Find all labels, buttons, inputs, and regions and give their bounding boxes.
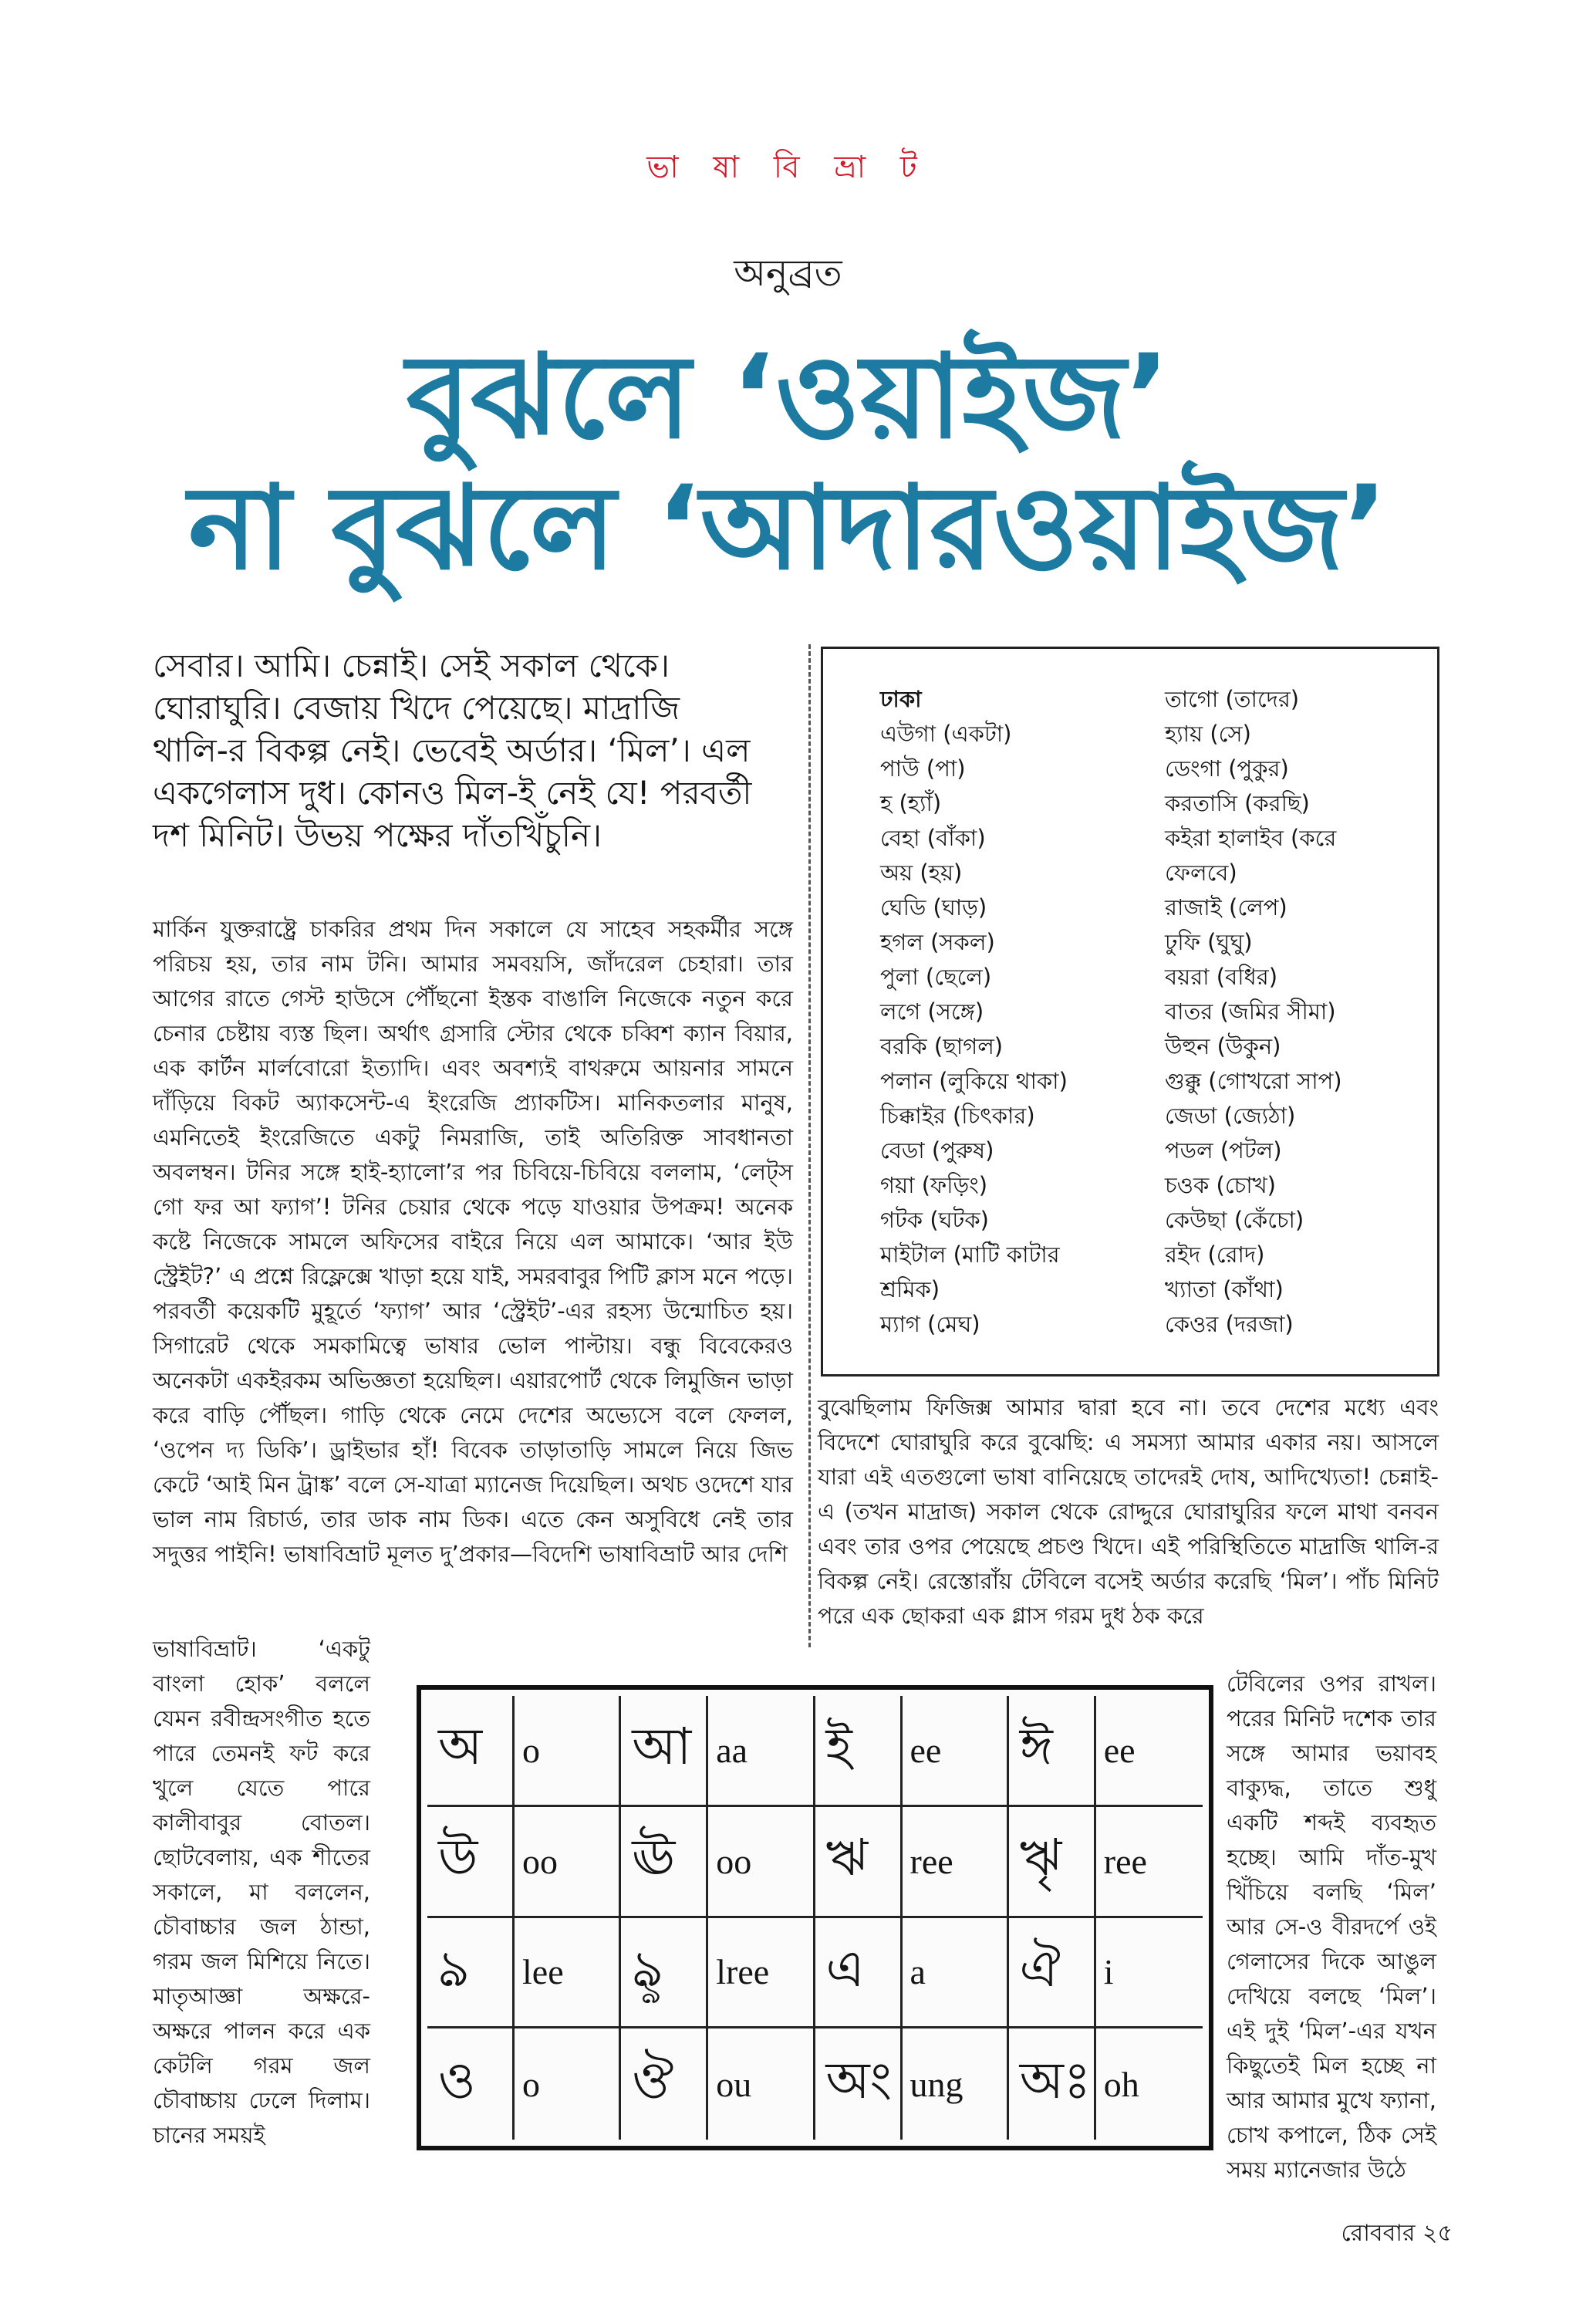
bengali-vowel-glyph: অঃ: [1020, 2028, 1096, 2140]
vowel-cell: [427, 2028, 621, 2140]
glossary-entry: ফেলবে): [1165, 860, 1237, 886]
bengali-vowel-glyph: ও: [438, 2028, 515, 2140]
glossary-entry: হ্যায় (সে): [1165, 721, 1251, 747]
glossary-entry: উহুন (উকুন): [1165, 1033, 1281, 1059]
section-tag: ভা ষা বি ভ্রা ট: [646, 150, 930, 185]
glossary-entry: ঢুফি (ঘুঘু): [1165, 929, 1253, 955]
bengali-vowel-glyph: ঋ: [826, 1807, 903, 1916]
glossary-entry: গটক (ঘটক): [880, 1207, 989, 1233]
glossary-entry: বেডা (পুরুষ): [880, 1137, 994, 1164]
glossary-entry: ম্যাগ (মেঘ): [880, 1311, 980, 1337]
page-footer: রোববার ২৫: [1341, 2220, 1453, 2247]
bengali-vowel-glyph: এ: [826, 1918, 903, 2027]
glossary-left-column: [880, 682, 1068, 1342]
bengali-vowel-chart: [417, 1685, 1213, 2150]
vowel-transliteration: a: [909, 1952, 926, 1992]
glossary-entry: কেওর (দরজা): [1165, 1311, 1294, 1337]
dhaka-glossary-box: [821, 647, 1439, 1376]
glossary-entry: চওক (চোখ): [1165, 1172, 1276, 1198]
glossary-entry: মাইটাল (মাটি কাটার: [880, 1241, 1060, 1268]
bengali-vowel-glyph: অ: [438, 1696, 515, 1805]
vowel-transliteration: ee: [1103, 1730, 1136, 1770]
vowel-cell: [815, 1807, 1009, 1918]
glossary-entry: গুক্কু (গোখরো সাপ): [1165, 1068, 1342, 1094]
vowel-cell: [1009, 1696, 1203, 1807]
glossary-entry: অয় (হয়): [880, 860, 963, 886]
vowel-cell: [621, 1696, 815, 1807]
intro-line: একগেলাস দুধ। কোনও মিল-ই নেই যে! পরবর্তী: [153, 774, 752, 812]
vowel-cell: [815, 1696, 1009, 1807]
headline-line-1: বুঝলে ‘ওয়াইজ’: [406, 330, 1170, 464]
headline-line-2: না বুঝলে ‘আদারওয়াইজ’: [188, 461, 1388, 596]
glossary-entry: পডল (পটল): [1165, 1137, 1282, 1164]
vowel-transliteration: ung: [909, 2064, 963, 2104]
glossary-entry: কেউছা (কেঁচো): [1165, 1207, 1304, 1233]
vowel-transliteration: o: [522, 2064, 540, 2104]
glossary-entry: গয়া (ফড়িং): [880, 1172, 988, 1198]
vowel-transliteration: oh: [1103, 2064, 1139, 2104]
vowel-chart-grid: [427, 1696, 1203, 2140]
glossary-entry: পলান (লুকিয়ে থাকা): [880, 1068, 1068, 1094]
vowel-transliteration: lree: [716, 1952, 770, 1992]
intro-paragraph: [153, 644, 793, 856]
column-divider: [808, 644, 811, 1647]
glossary-entry: ডেংগা (পুকুর): [1165, 755, 1289, 782]
glossary-entry: বেহা (বাঁকা): [880, 825, 986, 851]
bengali-vowel-glyph: ৡ: [632, 1918, 708, 2027]
intro-line: থালি-র বিকল্প নেই। ভেবেই অর্ডার। ‘মিল’। এল: [153, 731, 751, 769]
glossary-entry: খ্যাতা (কাঁথা): [1165, 1276, 1284, 1302]
body-right-narrow: টেবিলের ওপর রাখল। পরের মিনিট দশেক তার সঙ্গে আমার ভয়াবহ বাক্যুদ্ধ, তাতে শুধু একটি শব্দই ব্যবহৃত হচ্ছে। আমি দাঁত-মুখ খিঁচিয়ে বলছি ‘মিল’ আর সে-ও বীরদর্পে ওই গেলাসের দিকে আঙুল দেখিয়ে বলছে ‘মিল’। এই দুই ‘মিল’-এর যখন কিছুতেই মিল হচ্ছে না আর আমার মুখে ফ্যানা, চোখ কপালে, ঠিক সেই সময় ম্যানেজার উঠে: [1227, 1670, 1436, 2183]
bengali-vowel-glyph: ঊ: [632, 1807, 708, 1916]
vowel-cell: [815, 2028, 1009, 2140]
glossary-entry: জেডা (জ্যেঠা): [1165, 1103, 1296, 1129]
glossary-entry: লগে (সঙ্গে): [880, 998, 984, 1025]
glossary-entry: হগল (সকল): [880, 929, 995, 955]
vowel-cell: [815, 1918, 1009, 2029]
bengali-vowel-glyph: উ: [438, 1807, 515, 1916]
vowel-cell: [427, 1696, 621, 1807]
body-right-middle: বুঝেছিলাম ফিজিক্স আমার দ্বারা হবে না। তবে দেশের মধ্যে এবং বিদেশে ঘোরাঘুরি করে বুঝেছি: এ সমস্যা আমার একার নয়। আসলে যারা এই এতগুলো ভাষা বানিয়েছে তাদেরই দোষ, আদিখ্যেতা! চেন্নাই-এ (তখন মাদ্রাজ) সকাল থেকে রোদ্দুরে ঘোরাঘুরির ফলে মাথা বনবন এবং তার ওপর পেয়েছে প্রচণ্ড খিদে। এই পরিস্থিতিতে মাদ্রাজি থালি-র বিকল্প নেই। রেস্তোরাঁয় টেবিলে বসেই অর্ডার করেছি ‘মিল’। পাঁচ মিনিট পরে এক ছোকরা এক গ্লাস গরম দুধ ঠক করে: [818, 1394, 1439, 1629]
vowel-cell: [621, 1918, 815, 2029]
vowel-transliteration: ree: [1103, 1841, 1147, 1881]
vowel-transliteration: o: [522, 1730, 540, 1770]
glossary-entry: পাউ (পা): [880, 755, 966, 782]
glossary-entry: চিক্কাইর (চিৎকার): [880, 1103, 1035, 1129]
glossary-entry: ঘেডি (ঘাড়): [880, 894, 987, 920]
vowel-cell: [621, 1807, 815, 1918]
glossary-entry: বাতর (জমির সীমা): [1165, 998, 1336, 1025]
glossary-entry: বরকি (ছাগল): [880, 1033, 1004, 1059]
glossary-entry: রইদ (রোদ): [1165, 1241, 1265, 1268]
bengali-vowel-glyph: ই: [826, 1696, 903, 1805]
bengali-vowel-glyph: ঈ: [1020, 1696, 1096, 1805]
glossary-entry: কইরা হালাইব (করে: [1165, 825, 1337, 851]
vowel-cell: [1009, 1918, 1203, 2029]
intro-line: দশ মিনিট। উভয় পক্ষের দাঁতখিঁচুনি।: [153, 816, 602, 854]
vowel-transliteration: ee: [909, 1730, 942, 1770]
glossary-entry: তাগো (তাদের): [1165, 686, 1300, 712]
vowel-cell: [621, 2028, 815, 2140]
vowel-transliteration: lee: [522, 1952, 564, 1992]
body-left-column: মার্কিন যুক্তরাষ্ট্রে চাকরির প্রথম দিন সকালে যে সাহেব সহকর্মীর সঙ্গে পরিচয় হয়, তার নাম টনি। আমার সমবয়সি, জাঁদরেল চেহারা। তার আগের রাতে গেস্ট হাউসে পৌঁছনো ইস্তক বাঙালি নিজেকে নতুন করে চেনার চেষ্টায় ব্যস্ত ছিল। অর্থাৎ গ্রসারি স্টোর থেকে চব্বিশ ক্যান বিয়ার, এক কার্টন মার্লবোরো ইত্যাদি। এবং অবশ্যই বাথরুমে আয়নার সামনে দাঁড়িয়ে বিকট অ্যাকসেন্ট-এ ইংরেজি প্র্যাকটিস। মানিকতলার মানুষ, এমনিতেই ইংরেজিতে একটু নিমরাজি, তাই অতিরিক্ত সাবধানতা অবলম্বন। টনির সঙ্গে হাই-হ্যালো’র পর চিবিয়ে-চিবিয়ে বললাম, ‘লেট্স গো ফর আ ফ্যাগ’! টনির চেয়ার থেকে পড়ে যাওয়ার উপক্রম! অনেক কষ্টে নিজেকে সামলে অফিসের বাইরে নিয়ে এল আমাকে। ‘আর ইউ স্ট্রেইট?’ এ প্রশ্নে রিফ্লেক্সে খাড়া হয়ে যাই, সমরবাবুর পিটি ক্লাস মনে পড়ে। পরবর্তী কয়েকটি মুহূর্তে ‘ফ্যাগ’ আর ‘স্ট্রেইট’-এর রহস্য উন্মোচিত হয়। সিগারেট থেকে সমকামিত্বে ভাষার ভোল পাল্টায়। বন্ধু বিবেকেরও অনেকটা একইরকম অভিজ্ঞতা হয়েছিল। এয়ারপোর্ট থেকে লিমুজিন ভাড়া করে বাড়ি পৌঁছল। গাড়ি থেকে নেমে দেশের অভ্যেসে বলে ফেলল, ‘ওপেন দ্য ডিকি’। ড্রাইভার হাঁ! বিবেক তাড়াতাড়ি সামলে নিয়ে জিভ কেটে ‘আই মিন ট্রাঙ্ক’ বলে সে-যাত্রা ম্যানেজ দিয়েছিল। অথচ ওদেশে যার ভাল নাম রিচার্ড, তার ডাক নাম ডিক। এতে কেন অসুবিধে নেই তার সদুত্তর পাইনি! ভাষাবিভ্রাট মূলত দু’প্রকার—বিদেশি ভাষাবিভ্রাট আর দেশি: [153, 916, 793, 1567]
glossary-entry: বয়রা (বধির): [1165, 964, 1278, 990]
glossary-entry: এউগা (একটা): [880, 721, 1012, 747]
intro-line: সেবার। আমি। চেন্নাই। সেই সকাল থেকে।: [153, 647, 670, 684]
bengali-vowel-glyph: আ: [632, 1696, 708, 1805]
glossary-entry: করতাসি (করছি): [1165, 790, 1310, 816]
glossary-entry: শ্রমিক): [880, 1276, 940, 1302]
bengali-vowel-glyph: ঐ: [1020, 1918, 1096, 2027]
bengali-vowel-glyph: ঔ: [632, 2028, 708, 2140]
glossary-right-column: [1165, 682, 1342, 1342]
vowel-cell: [1009, 2028, 1203, 2140]
vowel-transliteration: ou: [716, 2064, 752, 2104]
glossary-entry: হ (হ্যাঁ): [880, 790, 942, 816]
vowel-transliteration: oo: [522, 1841, 558, 1881]
vowel-transliteration: ree: [909, 1841, 953, 1881]
vowel-transliteration: i: [1103, 1952, 1114, 1992]
vowel-transliteration: oo: [716, 1841, 752, 1881]
bengali-vowel-glyph: ঌ: [438, 1918, 515, 2027]
vowel-cell: [1009, 1807, 1203, 1918]
intro-line: ঘোরাঘুরি। বেজায় খিদে পেয়েছে। মাদ্রাজি: [153, 689, 680, 727]
glossary-entry: রাজাই (লেপ): [1165, 894, 1287, 920]
vowel-cell: [427, 1807, 621, 1918]
vowel-cell: [427, 1918, 621, 2029]
glossary-heading: ঢাকা: [880, 686, 922, 712]
author-name: অনুব্রত: [734, 252, 842, 295]
bengali-vowel-glyph: অং: [826, 2028, 903, 2140]
vowel-transliteration: aa: [716, 1730, 748, 1770]
glossary-entry: পুলা (ছেলে): [880, 964, 992, 990]
body-left-bottom: ভাষাবিভ্রাট। ‘একটু বাংলা হোক’ বললে যেমন রবীন্দ্রসংগীত হতে পারে তেমনই ফট করে খুলে যেতে পারে কালীবাবুর বোতল। ছোটবেলায়, এক শীতের সকালে, মা বললেন, চৌবাচ্চার জল ঠান্ডা, গরম জল মিশিয়ে নিতে। মাতৃআজ্ঞা অক্ষরে-অক্ষরে পালন করে এক কেটলি গরম জল চৌবাচ্চায় ঢেলে দিলাম। চানের সময়ই: [153, 1636, 370, 2148]
bengali-vowel-glyph: ৠ: [1020, 1807, 1096, 1916]
